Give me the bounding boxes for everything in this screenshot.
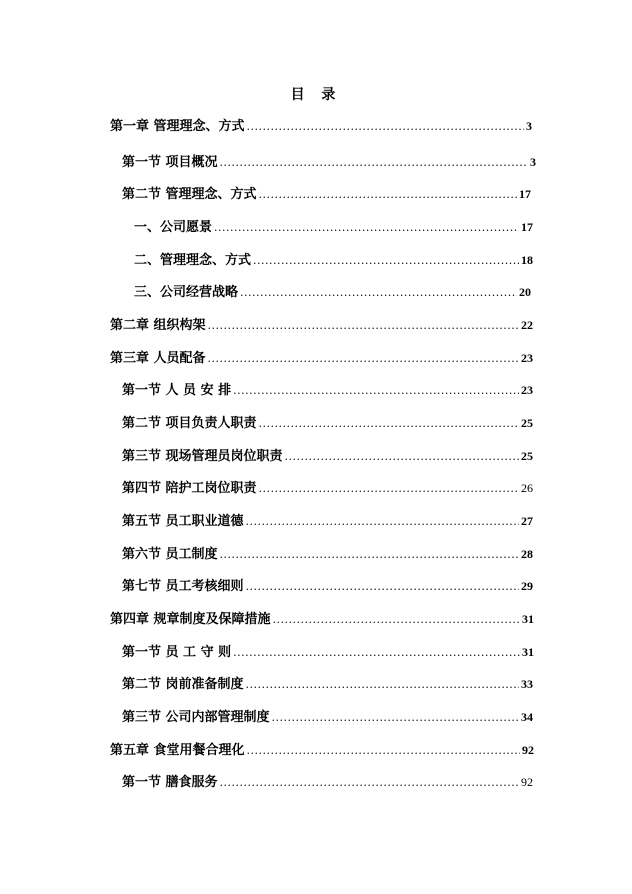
- toc-entry-title: 第五节 员工职业道德: [122, 514, 244, 529]
- toc-page-number: 29: [521, 579, 533, 593]
- toc-entry[interactable]: [122, 642, 534, 662]
- toc-entry[interactable]: [134, 250, 533, 270]
- toc-dot-leader: [246, 512, 519, 532]
- toc-dot-leader: [259, 185, 517, 205]
- toc-entry-title: 第六节 员工制度: [122, 547, 218, 562]
- toc-entry[interactable]: [122, 707, 533, 727]
- toc-page-number: 20: [519, 285, 531, 299]
- toc-dot-leader: [273, 610, 520, 630]
- toc-dot-leader: [285, 447, 519, 467]
- toc-page-number: 25: [521, 449, 533, 463]
- toc-entry[interactable]: [122, 674, 533, 694]
- toc-entry[interactable]: [122, 446, 533, 466]
- toc-page-number: 3: [526, 119, 532, 133]
- toc-entry-title: 第四章 规章制度及保障措施: [110, 612, 271, 627]
- toc-entry[interactable]: [134, 217, 533, 237]
- toc-entry[interactable]: [122, 772, 533, 792]
- toc-entry-title: 第三节 现场管理员岗位职责: [122, 449, 283, 464]
- toc-entry[interactable]: [122, 380, 533, 400]
- toc-dot-leader: [220, 153, 528, 173]
- toc-entry[interactable]: [122, 413, 533, 433]
- toc-entry[interactable]: [110, 609, 534, 629]
- toc-entry[interactable]: [110, 740, 534, 760]
- toc-page-number: 31: [522, 612, 534, 626]
- toc-dot-leader: [208, 349, 519, 369]
- toc-entry[interactable]: [122, 152, 536, 172]
- toc-entry-title: 一、公司愿景: [134, 220, 213, 235]
- toc-entry-title: 第二章 组织构架: [110, 318, 206, 333]
- toc-page-number: 23: [521, 383, 533, 397]
- toc-page-number: 31: [522, 645, 534, 659]
- toc-entry[interactable]: [122, 544, 533, 564]
- toc-entry-title: 二、管理理念、方式: [134, 253, 252, 268]
- toc-entry[interactable]: [134, 282, 531, 302]
- toc-dot-leader: [253, 251, 519, 271]
- toc-dot-leader: [272, 708, 519, 728]
- toc-entry-title: 第二节 项目负责人职责: [122, 416, 257, 431]
- toc-page-number: 34: [521, 710, 533, 724]
- toc-dot-leader: [259, 479, 519, 499]
- toc-page-number: 26: [521, 481, 533, 495]
- toc-dot-leader: [220, 773, 519, 793]
- toc-dot-leader: [240, 283, 517, 303]
- toc-page-number: 3: [530, 155, 536, 169]
- toc-page-number: 27: [521, 514, 533, 528]
- toc-entry-title: 第七节 员工考核细则: [122, 579, 244, 594]
- toc-page-number: 22: [521, 318, 533, 332]
- toc-page-number: 92: [521, 775, 533, 789]
- toc-dot-leader: [246, 675, 519, 695]
- toc-entry-title: 第二节 管理理念、方式: [122, 187, 257, 202]
- toc-entry[interactable]: [110, 116, 532, 136]
- toc-dot-leader: [208, 316, 519, 336]
- toc-entry[interactable]: [110, 315, 533, 335]
- toc-dot-leader: [214, 218, 519, 238]
- toc-dot-leader: [247, 741, 520, 761]
- toc-entry-title: 第一节 人 员 安 排: [122, 383, 232, 398]
- toc-entry[interactable]: [122, 184, 531, 204]
- toc-entry-title: 第四节 陪护工岗位职责: [122, 481, 257, 496]
- toc-page-number: 28: [521, 547, 533, 561]
- toc-dot-leader: [246, 577, 519, 597]
- toc-entry-title: 第五章 食堂用餐合理化: [110, 743, 245, 758]
- toc-entry-title: 第一节 员 工 守 则: [122, 645, 232, 660]
- toc-entry-title: 第一节 膳食服务: [122, 775, 218, 790]
- toc-page-number: 17: [521, 220, 533, 234]
- toc-dot-leader: [220, 545, 519, 565]
- toc-entry[interactable]: [110, 348, 533, 368]
- toc-dot-leader: [247, 117, 524, 137]
- toc-page-number: 23: [521, 351, 533, 365]
- toc-entry-title: 第三章 人员配备: [110, 351, 206, 366]
- toc-page-number: 18: [521, 253, 533, 267]
- toc-title: 目 录: [290, 87, 342, 103]
- toc-entry[interactable]: [122, 576, 533, 596]
- toc-entry[interactable]: [122, 478, 533, 498]
- toc-page-number: 92: [522, 743, 534, 757]
- toc-entry-title: 三、公司经营战略: [134, 285, 239, 300]
- toc-entry-title: 第三节 公司内部管理制度: [122, 710, 270, 725]
- toc-page-number: 25: [521, 416, 533, 430]
- toc-dot-leader: [233, 643, 520, 663]
- toc-entry-title: 第一节 项目概况: [122, 155, 218, 170]
- toc-entry-title: 第二节 岗前准备制度: [122, 677, 244, 692]
- toc-entry-title: 第一章 管理理念、方式: [110, 119, 245, 134]
- toc-dot-leader: [233, 381, 519, 401]
- toc-page-number: 33: [521, 677, 533, 691]
- toc-dot-leader: [259, 414, 519, 434]
- toc-entry[interactable]: [122, 511, 533, 531]
- toc-page-number: 17: [519, 187, 531, 201]
